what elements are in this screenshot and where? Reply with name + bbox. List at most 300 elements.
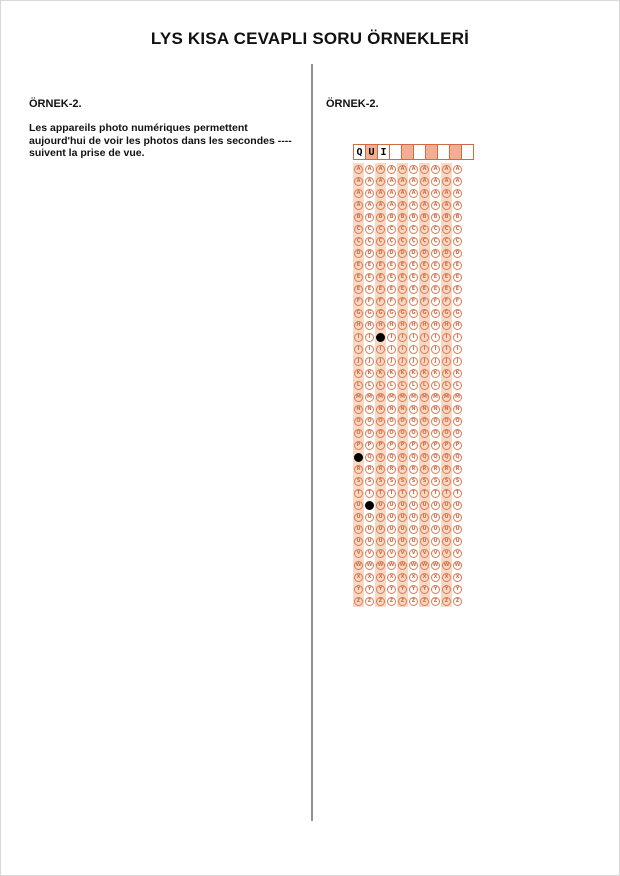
bubble-option: H xyxy=(420,321,429,330)
bubble-cell xyxy=(441,379,452,391)
bubble-row xyxy=(353,475,473,487)
bubble-option: È xyxy=(354,285,363,294)
bubble-option: I xyxy=(398,333,407,342)
bubble-option: Ç xyxy=(453,237,462,246)
bubble-option: M xyxy=(354,393,363,402)
bubble-option: Û xyxy=(453,525,462,534)
bubble-cell xyxy=(386,331,397,343)
bubble-cell xyxy=(419,211,430,223)
bubble-row xyxy=(353,487,473,499)
bubble-cell xyxy=(441,523,452,535)
bubble-option: Â xyxy=(387,189,396,198)
bubble-option: À xyxy=(354,177,363,186)
bubble-cell xyxy=(419,199,430,211)
bubble-option: O xyxy=(376,417,385,426)
bubble-cell xyxy=(353,475,364,487)
bubble-cell xyxy=(386,391,397,403)
bubble-cell xyxy=(408,223,419,235)
bubble-cell xyxy=(408,511,419,523)
bubble-cell xyxy=(397,559,408,571)
bubble-cell xyxy=(408,307,419,319)
bubble-option: W xyxy=(355,561,362,568)
bubble-option: J xyxy=(442,357,451,366)
bubble-option: È xyxy=(431,285,440,294)
bubble-cell xyxy=(397,427,408,439)
bubble-cell xyxy=(386,235,397,247)
bubble-option: T xyxy=(431,489,440,498)
bubble-cell xyxy=(386,343,397,355)
bubble-option: V xyxy=(453,549,462,558)
bubble-option: F xyxy=(365,297,374,306)
bubble-cell xyxy=(452,463,463,475)
bubble-option: I xyxy=(365,333,374,342)
bubble-cell xyxy=(419,403,430,415)
bubble-cell xyxy=(375,583,386,595)
bubble-row xyxy=(353,571,473,583)
bubble-option: M xyxy=(398,393,407,402)
bubble-option: M xyxy=(420,393,429,402)
bubble-cell xyxy=(386,295,397,307)
bubble-cell xyxy=(441,463,452,475)
bubble-row xyxy=(353,295,473,307)
bubble-option: O xyxy=(409,417,418,426)
bubble-option: Û xyxy=(431,525,440,534)
bubble-option: Ù xyxy=(365,513,374,522)
bubble-cell xyxy=(408,583,419,595)
bubble-option: E xyxy=(365,261,374,270)
bubble-option: P xyxy=(354,441,363,450)
bubble-cell xyxy=(386,571,397,583)
bubble-cell xyxy=(452,559,463,571)
bubble-cell xyxy=(441,499,452,511)
bubble-option: O xyxy=(453,417,462,426)
bubble-option: Ç xyxy=(354,237,363,246)
bubble-cell xyxy=(452,319,463,331)
bubble-cell xyxy=(441,595,452,607)
bubble-option: Â xyxy=(398,189,407,198)
bubble-cell xyxy=(441,343,452,355)
bubble-option: R xyxy=(453,465,462,474)
bubble-cell xyxy=(452,511,463,523)
bubble-cell xyxy=(441,211,452,223)
bubble-option: B xyxy=(398,213,407,222)
bubble-cell xyxy=(408,559,419,571)
bubble-option: M xyxy=(453,393,462,402)
bubble-option: F xyxy=(376,297,385,306)
bubble-cell xyxy=(353,367,364,379)
bubble-cell xyxy=(375,475,386,487)
bubble-cell xyxy=(386,535,397,547)
bubble-option: Z xyxy=(442,597,451,606)
bubble-option: T xyxy=(420,489,429,498)
bubble-option: Ä xyxy=(453,201,462,210)
bubble-cell xyxy=(353,535,364,547)
bubble-cell xyxy=(397,331,408,343)
bubble-option: N xyxy=(354,405,363,414)
bubble-cell xyxy=(397,367,408,379)
bubble-row xyxy=(353,223,473,235)
bubble-option: È xyxy=(442,285,451,294)
bubble-option: Q xyxy=(409,453,418,462)
bubble-option: Z xyxy=(431,597,440,606)
bubble-row xyxy=(353,415,473,427)
bubble-option: Ä xyxy=(420,201,429,210)
bubble-cell xyxy=(419,331,430,343)
bubble-option: Â xyxy=(442,189,451,198)
bubble-cell xyxy=(408,259,419,271)
bubble-option: Ù xyxy=(453,513,462,522)
bubble-cell xyxy=(452,523,463,535)
bubble-option: J xyxy=(354,357,363,366)
bubble-option: Ü xyxy=(409,537,418,546)
bubble-option: S xyxy=(409,477,418,486)
bubble-row xyxy=(353,355,473,367)
bubble-option: Ä xyxy=(354,201,363,210)
bubble-option: S xyxy=(354,477,363,486)
bubble-cell xyxy=(441,475,452,487)
bubble-option: Ç xyxy=(365,237,374,246)
bubble-cell xyxy=(408,271,419,283)
bubble-cell xyxy=(364,511,375,523)
bubble-option: W xyxy=(454,561,461,568)
bubble-cell xyxy=(375,559,386,571)
bubble-option: Ô xyxy=(365,429,374,438)
bubble-cell xyxy=(353,163,364,175)
bubble-option: À xyxy=(453,177,462,186)
bubble-row xyxy=(353,391,473,403)
bubble-cell xyxy=(364,223,375,235)
bubble-option: V xyxy=(409,549,418,558)
bubble-option: T xyxy=(409,489,418,498)
bubble-cell xyxy=(397,595,408,607)
bubble-option: Y xyxy=(442,585,451,594)
bubble-option: P xyxy=(431,441,440,450)
bubble-option: P xyxy=(398,441,407,450)
bubble-cell xyxy=(397,355,408,367)
bubble-cell xyxy=(364,175,375,187)
bubble-cell xyxy=(364,571,375,583)
bubble-cell xyxy=(353,595,364,607)
bubble-cell xyxy=(353,511,364,523)
bubble-option: W xyxy=(432,561,439,568)
bubble-option: A xyxy=(376,165,385,174)
bubble-cell xyxy=(430,547,441,559)
bubble-cell xyxy=(353,559,364,571)
bubble-option: R xyxy=(442,465,451,474)
bubble-option: V xyxy=(354,549,363,558)
bubble-cell xyxy=(386,319,397,331)
bubble-option: M xyxy=(387,393,396,402)
bubble-option: H xyxy=(453,321,462,330)
bubble-cell xyxy=(353,271,364,283)
bubble-cell xyxy=(408,463,419,475)
bubble-cell xyxy=(452,583,463,595)
bubble-option: C xyxy=(453,225,462,234)
bubble-cell xyxy=(430,523,441,535)
bubble-option: È xyxy=(453,285,462,294)
bubble-option: A xyxy=(387,165,396,174)
bubble-option: D xyxy=(453,249,462,258)
bubble-cell xyxy=(419,427,430,439)
bubble-cell xyxy=(441,163,452,175)
bubble-cell xyxy=(397,451,408,463)
bubble-option: N xyxy=(420,405,429,414)
bubble-option: E xyxy=(431,261,440,270)
bubble-row xyxy=(353,427,473,439)
bubble-cell xyxy=(408,295,419,307)
bubble-cell xyxy=(397,271,408,283)
bubble-option: F xyxy=(431,297,440,306)
bubble-cell xyxy=(364,331,375,343)
bubble-option: Î xyxy=(398,345,407,354)
bubble-option: J xyxy=(431,357,440,366)
bubble-cell xyxy=(364,307,375,319)
bubble-option: Ç xyxy=(409,237,418,246)
bubble-option: M xyxy=(431,393,440,402)
bubble-cell xyxy=(452,367,463,379)
bubble-cell xyxy=(375,259,386,271)
bubble-option: I xyxy=(354,333,363,342)
bubble-cell xyxy=(364,259,375,271)
bubble-option: Û xyxy=(365,525,374,534)
bubble-cell xyxy=(375,487,386,499)
bubble-option: Ô xyxy=(453,429,462,438)
bubble-cell xyxy=(364,499,375,511)
bubble-cell xyxy=(375,319,386,331)
bubble-option: N xyxy=(376,405,385,414)
bubble-cell xyxy=(419,391,430,403)
bubble-cell xyxy=(364,535,375,547)
bubble-option: C xyxy=(376,225,385,234)
bubble-option: Y xyxy=(420,585,429,594)
bubble-cell xyxy=(386,175,397,187)
bubble-option: V xyxy=(442,549,451,558)
bubble-option: M xyxy=(442,393,451,402)
bubble-cell xyxy=(364,487,375,499)
bubble-option: R xyxy=(354,465,363,474)
bubble-option: L xyxy=(409,381,418,390)
bubble-cell xyxy=(364,271,375,283)
bubble-option: E xyxy=(420,261,429,270)
bubble-option: G xyxy=(420,309,429,318)
bubble-row xyxy=(353,211,473,223)
bubble-cell xyxy=(419,187,430,199)
bubble-cell xyxy=(408,499,419,511)
bubble-option: Ü xyxy=(453,537,462,546)
bubble-option: J xyxy=(409,357,418,366)
bubble-row xyxy=(353,319,473,331)
bubble-option: G xyxy=(376,309,385,318)
bubble-cell xyxy=(353,523,364,535)
bubble-option: Ü xyxy=(387,537,396,546)
bubble-row xyxy=(353,523,473,535)
bubble-cell xyxy=(386,499,397,511)
bubble-option: J xyxy=(398,357,407,366)
bubble-cell xyxy=(364,463,375,475)
bubble-cell xyxy=(375,595,386,607)
bubble-option: R xyxy=(376,465,385,474)
bubble-option: X xyxy=(398,573,407,582)
bubble-option: Ù xyxy=(354,513,363,522)
bubble-cell xyxy=(452,499,463,511)
bubble-cell xyxy=(430,283,441,295)
bubble-option: È xyxy=(387,285,396,294)
bubble-cell xyxy=(375,187,386,199)
bubble-option: B xyxy=(354,213,363,222)
bubble-option: Î xyxy=(420,345,429,354)
bubble-option: F xyxy=(387,297,396,306)
bubble-option: Ù xyxy=(409,513,418,522)
bubble-cell xyxy=(353,499,364,511)
bubble-cell xyxy=(408,355,419,367)
bubble-option: K xyxy=(442,369,451,378)
bubble-cell xyxy=(408,283,419,295)
bubble-cell xyxy=(353,331,364,343)
bubble-cell xyxy=(397,379,408,391)
bubble-cell xyxy=(364,475,375,487)
bubble-cell xyxy=(441,367,452,379)
bubble-option: T xyxy=(387,489,396,498)
bubble-option: E xyxy=(387,261,396,270)
bubble-option: È xyxy=(376,285,385,294)
bubble-cell xyxy=(386,595,397,607)
bubble-option: K xyxy=(365,369,374,378)
bubble-cell xyxy=(441,427,452,439)
bubble-cell xyxy=(441,571,452,583)
bubble-cell xyxy=(375,547,386,559)
bubble-cell xyxy=(441,259,452,271)
bubble-option: Z xyxy=(387,597,396,606)
bubble-cell xyxy=(353,199,364,211)
bubble-cell xyxy=(386,427,397,439)
bubble-cell xyxy=(430,571,441,583)
bubble-cell xyxy=(397,163,408,175)
bubble-option: R xyxy=(431,465,440,474)
bubble-cell xyxy=(386,559,397,571)
bubble-option: E xyxy=(354,261,363,270)
bubble-cell xyxy=(419,259,430,271)
bubble-option: Î xyxy=(431,345,440,354)
bubble-option: K xyxy=(398,369,407,378)
bubble-cell xyxy=(375,403,386,415)
bubble-option: N xyxy=(442,405,451,414)
bubble-cell xyxy=(364,595,375,607)
bubble-option: W xyxy=(399,561,406,568)
bubble-cell xyxy=(364,211,375,223)
bubble-cell xyxy=(375,283,386,295)
bubble-option: È xyxy=(420,285,429,294)
bubble-option: L xyxy=(365,381,374,390)
bubble-cell xyxy=(452,595,463,607)
bubble-option: E xyxy=(453,261,462,270)
bubble-option: T xyxy=(453,489,462,498)
bubble-option: Ü xyxy=(420,537,429,546)
bubble-option: Ù xyxy=(420,513,429,522)
bubble-option: Â xyxy=(365,189,374,198)
bubble-cell xyxy=(452,475,463,487)
bubble-cell xyxy=(364,427,375,439)
bubble-option: L xyxy=(387,381,396,390)
bubble-option: G xyxy=(398,309,407,318)
bubble-option: A xyxy=(354,165,363,174)
bubble-option: Ç xyxy=(376,237,385,246)
bubble-cell xyxy=(364,583,375,595)
bubble-cell xyxy=(397,403,408,415)
bubble-cell xyxy=(441,355,452,367)
bubble-cell xyxy=(430,391,441,403)
left-example-heading: ÖRNEK-2. xyxy=(29,98,82,110)
bubble-cell xyxy=(408,211,419,223)
bubble-option: X xyxy=(376,573,385,582)
bubble-option: Ù xyxy=(431,513,440,522)
bubble-cell xyxy=(408,439,419,451)
bubble-mark-filled xyxy=(354,453,363,462)
bubble-option: Ü xyxy=(376,537,385,546)
bubble-option: K xyxy=(354,369,363,378)
bubble-cell xyxy=(364,247,375,259)
bubble-option: O xyxy=(442,417,451,426)
bubble-option: B xyxy=(453,213,462,222)
bubble-option: Y xyxy=(453,585,462,594)
bubble-option: I xyxy=(431,333,440,342)
bubble-option: C xyxy=(387,225,396,234)
bubble-option: Y xyxy=(376,585,385,594)
bubble-cell xyxy=(375,571,386,583)
bubble-cell xyxy=(386,259,397,271)
bubble-cell xyxy=(441,403,452,415)
bubble-cell xyxy=(452,547,463,559)
bubble-cell xyxy=(441,415,452,427)
bubble-option: V xyxy=(398,549,407,558)
bubble-option: P xyxy=(387,441,396,450)
bubble-option: Î xyxy=(387,345,396,354)
bubble-row xyxy=(353,439,473,451)
bubble-option: Z xyxy=(354,597,363,606)
bubble-cell xyxy=(430,487,441,499)
bubble-cell xyxy=(375,451,386,463)
bubble-cell xyxy=(375,415,386,427)
bubble-option: M xyxy=(409,393,418,402)
bubble-option: D xyxy=(398,249,407,258)
bubble-option: G xyxy=(453,309,462,318)
bubble-option: H xyxy=(354,321,363,330)
bubble-cell xyxy=(375,499,386,511)
bubble-cell xyxy=(452,331,463,343)
bubble-cell xyxy=(430,187,441,199)
bubble-cell xyxy=(441,559,452,571)
bubble-option: Z xyxy=(420,597,429,606)
bubble-cell xyxy=(375,271,386,283)
bubble-cell xyxy=(452,175,463,187)
bubble-cell xyxy=(419,451,430,463)
bubble-option: Z xyxy=(365,597,374,606)
bubble-cell xyxy=(408,235,419,247)
bubble-cell xyxy=(353,259,364,271)
bubble-option: N xyxy=(387,405,396,414)
bubble-cell xyxy=(375,223,386,235)
bubble-cell xyxy=(397,211,408,223)
bubble-option: À xyxy=(431,177,440,186)
bubble-option: Â xyxy=(431,189,440,198)
bubble-cell xyxy=(430,319,441,331)
bubble-option: Û xyxy=(398,525,407,534)
bubble-cell xyxy=(375,163,386,175)
bubble-option: V xyxy=(431,549,440,558)
bubble-cell xyxy=(430,223,441,235)
bubble-row xyxy=(353,259,473,271)
bubble-cell xyxy=(441,175,452,187)
bubble-cell xyxy=(386,187,397,199)
